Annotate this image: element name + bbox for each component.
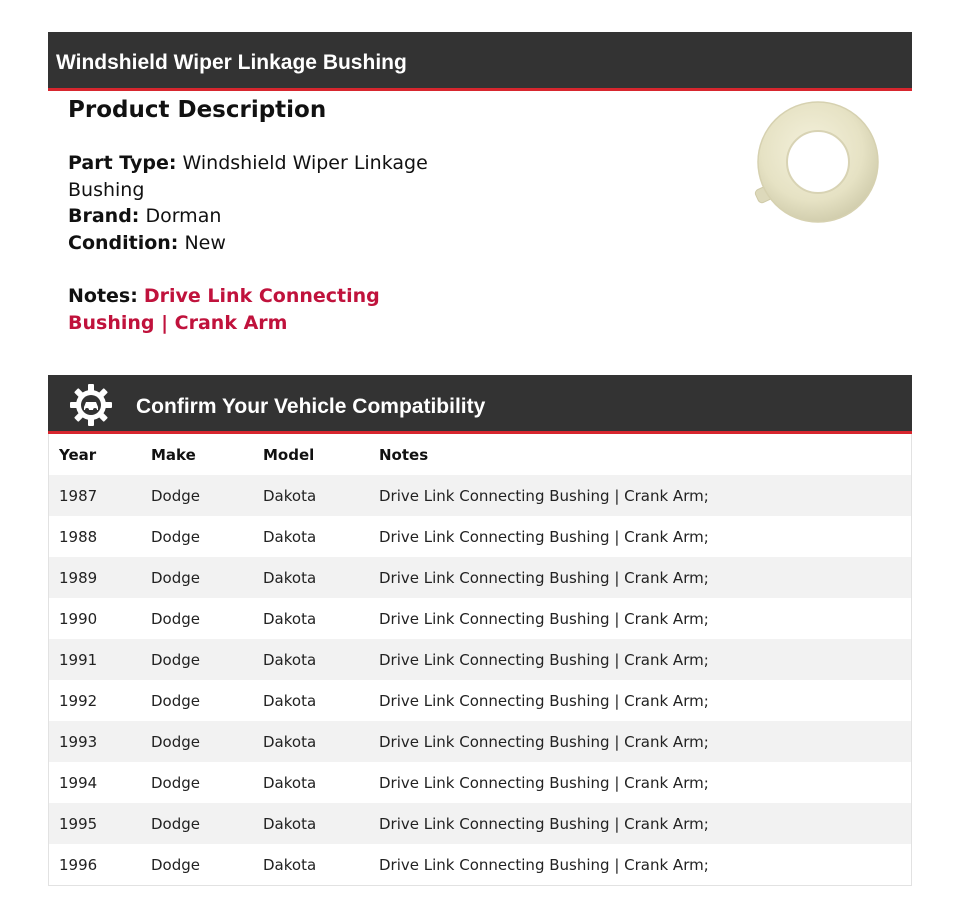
col-year: Year [59,445,97,464]
table-header-row [49,434,911,475]
cell-year: 1991 [59,650,98,669]
cell-model: Dakota [263,527,317,546]
cell-make: Dodge [151,527,200,546]
cell-model: Dakota [263,691,317,710]
cell-notes: Drive Link Connecting Bushing | Crank Arm; [379,855,709,874]
cell-year: 1994 [59,773,98,792]
cell-year: 1996 [59,855,98,874]
notes-label: Notes: [68,285,138,307]
notes-line [68,283,458,336]
cell-make: Dodge [151,855,200,874]
cell-notes: Drive Link Connecting Bushing | Crank Arm; [379,568,709,587]
table-row [49,721,911,762]
col-make: Make [151,445,196,464]
cell-year: 1995 [59,814,98,833]
cell-year: 1987 [59,486,98,505]
compatibility-title: Confirm Your Vehicle Compatibility [136,395,486,418]
cell-notes: Drive Link Connecting Bushing | Crank Arm; [379,732,709,751]
cell-model: Dakota [263,855,317,874]
cell-model: Dakota [263,814,317,833]
cell-year: 1992 [59,691,98,710]
compatibility-table [48,434,912,886]
product-image [752,100,882,225]
brand-value: Dorman [145,205,222,227]
cell-make: Dodge [151,732,200,751]
notes-value: Drive Link Connecting Bushing | Crank Arm [68,285,380,334]
condition-line [68,230,448,257]
cell-make: Dodge [151,773,200,792]
brand-label: Brand: [68,205,140,227]
cell-make: Dodge [151,568,200,587]
cell-year: 1989 [59,568,98,587]
compatibility-banner [48,375,912,434]
cell-model: Dakota [263,568,317,587]
cell-model: Dakota [263,773,317,792]
table-row [49,762,911,803]
cell-make: Dodge [151,691,200,710]
cell-model: Dakota [263,486,317,505]
cell-notes: Drive Link Connecting Bushing | Crank Arm; [379,527,709,546]
cell-year: 1988 [59,527,98,546]
cell-notes: Drive Link Connecting Bushing | Crank Arm; [379,609,709,628]
cell-model: Dakota [263,609,317,628]
table-row [49,516,911,557]
cell-notes: Drive Link Connecting Bushing | Crank Arm; [379,814,709,833]
table-row [49,475,911,516]
product-info [68,150,448,256]
col-notes: Notes [379,445,429,464]
condition-label: Condition: [68,231,179,254]
condition-value: New [184,231,226,254]
table-row [49,639,911,680]
part-type-line [68,150,448,203]
col-model: Model [263,445,315,464]
cell-notes: Drive Link Connecting Bushing | Crank Arm; [379,691,709,710]
page-title: Windshield Wiper Linkage Bushing [56,51,407,74]
cell-make: Dodge [151,814,200,833]
table-row [49,557,911,598]
cell-notes: Drive Link Connecting Bushing | Crank Arm; [379,486,709,505]
part-type-label: Part Type: [68,152,177,174]
gear-car-icon [70,384,112,426]
title-banner [48,32,912,91]
cell-make: Dodge [151,609,200,628]
brand-line [68,203,448,230]
cell-model: Dakota [263,732,317,751]
cell-year: 1993 [59,732,98,751]
cell-notes: Drive Link Connecting Bushing | Crank Arm; [379,773,709,792]
description-heading: Product Description [68,97,327,123]
table-row [49,803,911,844]
table-row [49,680,911,721]
cell-notes: Drive Link Connecting Bushing | Crank Arm; [379,650,709,669]
part-type-value: Windshield Wiper Linkage Bushing [68,152,428,201]
table-row [49,844,911,885]
cell-make: Dodge [151,486,200,505]
cell-model: Dakota [263,650,317,669]
table-row [49,598,911,639]
cell-year: 1990 [59,609,98,628]
cell-make: Dodge [151,650,200,669]
